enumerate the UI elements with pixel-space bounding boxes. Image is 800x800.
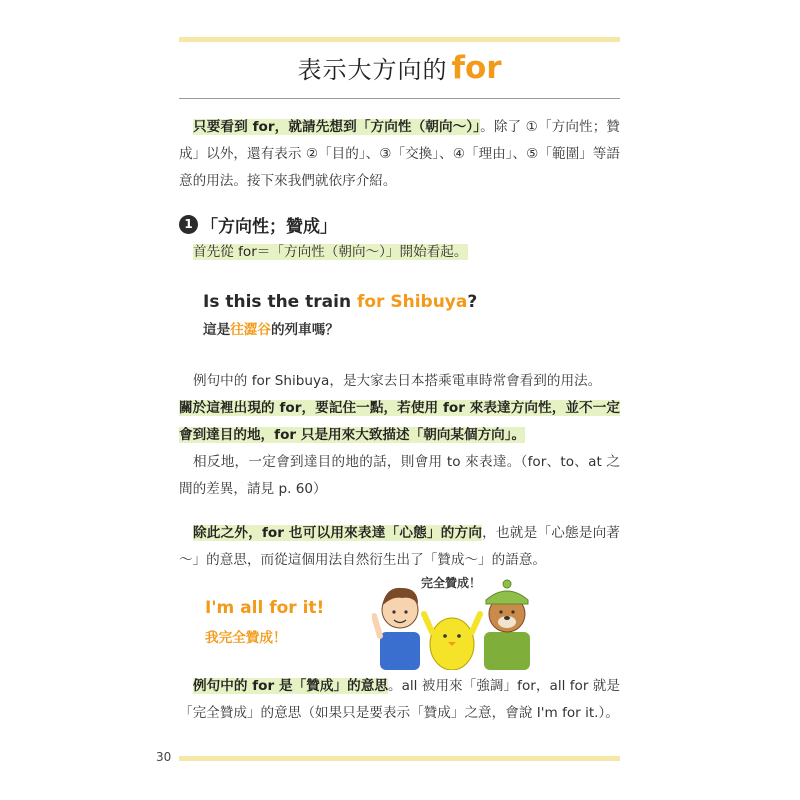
explanation-highlight: 關於這裡出現的 for，要記住一點，若使用 for 來表達方向性，並不一定會到達目的地，for 只是用來大致描述「朝向某個方向」。 xyxy=(179,400,620,443)
example-sentence-1 xyxy=(203,292,477,312)
example-translation-2: 我完全贊成！ xyxy=(205,630,287,646)
conclusion-rest: 。all 被用來「強調」for，all for 就是「完全贊成」的意思（如果只是要表示「贊成」之意，會說 I'm for it.）。 xyxy=(179,678,620,721)
section-heading xyxy=(179,212,337,237)
page-title xyxy=(179,50,620,86)
section-heading-text: 「方向性；贊成」 xyxy=(201,217,337,237)
conclusion-highlight: 例句中的 for 是「贊成」的意思 xyxy=(193,678,388,694)
conclusion-paragraph xyxy=(179,673,620,727)
example-sentence-2: I'm all for it! xyxy=(205,598,325,618)
section-number-badge: 1 xyxy=(179,215,198,234)
explanation-line-1: 例句中的 for Shibuya，是大家去日本搭乘電車時常會看到的用法。 xyxy=(193,373,602,389)
example-translation-1 xyxy=(203,318,339,338)
example1-after: ? xyxy=(467,292,478,312)
intro-paragraph xyxy=(179,114,620,195)
title-keyword: for xyxy=(451,50,502,86)
example1-tr-after: 的列車嗎？ xyxy=(270,322,339,338)
explanation-paragraph xyxy=(179,368,620,503)
boy-figure xyxy=(374,588,420,670)
chick-figure xyxy=(424,614,480,670)
example1-before: Is this the train xyxy=(203,292,357,312)
page-number: 30 xyxy=(156,750,172,764)
attitude-paragraph xyxy=(179,520,620,574)
speech-bubble: 完全贊成！ xyxy=(421,576,482,590)
intro-rest: 。除了 ①「方向性；贊成」以外，還有表示 ②「目的」、③「交換」、④「理由」、⑤「範圍」等語意的用法。接下來我們就依序介紹。 xyxy=(179,119,620,189)
section-subtitle xyxy=(193,240,468,264)
dog-figure xyxy=(484,580,530,670)
section-subtitle-text: 首先從 for＝「方向性（朝向～）」開始看起。 xyxy=(193,244,468,260)
explanation-line-2: 相反地，一定會到達目的地的話，則會用 to 來表達。（for、to、at 之間的差異，請見 p. 60） xyxy=(179,454,620,497)
bottom-decorative-bar xyxy=(179,756,620,761)
example1-highlight: for Shibuya xyxy=(356,292,468,312)
attitude-rest: ，也就是「心態是向著～」的意思，而從這個用法自然衍生出了「贊成～」的語意。 xyxy=(179,525,620,568)
attitude-highlight: 除此之外，for 也可以用來表達「心態」的方向 xyxy=(193,525,483,541)
example1-tr-highlight: 往澀谷 xyxy=(230,322,271,338)
example1-tr-before: 這是 xyxy=(203,322,231,338)
title-divider xyxy=(179,98,620,99)
title-text: 表示大方向的 xyxy=(297,56,448,84)
intro-highlight: 只要看到 for，就請先想到「方向性（朝向～）」 xyxy=(193,119,481,135)
top-decorative-bar xyxy=(179,37,620,42)
